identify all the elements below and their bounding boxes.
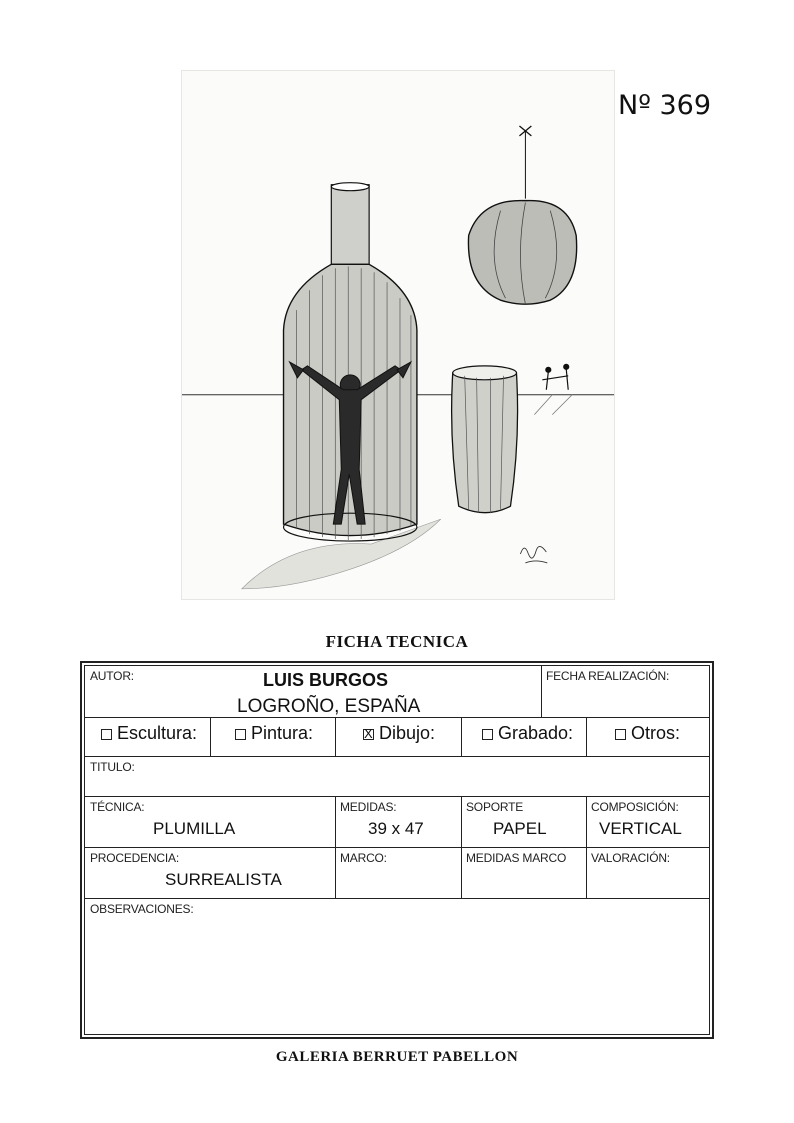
type-escultura[interactable]: Escultura: bbox=[101, 723, 197, 744]
autor-label: AUTOR: bbox=[90, 669, 134, 683]
procedencia-cell bbox=[85, 848, 335, 898]
fruit-drawing bbox=[468, 126, 576, 304]
composicion-label: COMPOSICIÓN: bbox=[591, 800, 679, 814]
tecnica-value: PLUMILLA bbox=[153, 819, 236, 838]
dibujo-checkbox-checked[interactable] bbox=[363, 729, 374, 740]
type-grabado[interactable]: Grabado: bbox=[482, 723, 573, 744]
fecha-cell bbox=[541, 666, 711, 717]
pintura-checkbox[interactable] bbox=[235, 729, 246, 740]
medidas-label: MEDIDAS: bbox=[340, 800, 397, 814]
small-figures-drawing bbox=[534, 364, 572, 414]
autor-name: LUIS BURGOS bbox=[263, 670, 389, 690]
medidas-marco-label: MEDIDAS MARCO bbox=[466, 851, 567, 865]
type-otros[interactable]: Otros: bbox=[615, 723, 680, 744]
marco-cell bbox=[335, 848, 461, 898]
observaciones-cell bbox=[85, 899, 711, 1036]
observaciones-label: OBSERVACIONES: bbox=[90, 902, 194, 916]
soporte-label: SOPORTE bbox=[466, 800, 524, 814]
valoracion-label: VALORACIÓN: bbox=[591, 851, 670, 865]
catalog-number: Nº 369 bbox=[618, 90, 712, 121]
fecha-label: FECHA REALIZACIÓN: bbox=[546, 669, 670, 683]
grabado-checkbox[interactable] bbox=[482, 729, 493, 740]
soporte-cell bbox=[461, 797, 586, 847]
glass-drawing bbox=[452, 366, 518, 513]
sheet-title: FICHA TECNICA bbox=[325, 632, 469, 651]
tecnica-label: TÉCNICA: bbox=[90, 800, 145, 814]
tecnica-cell bbox=[85, 797, 335, 847]
type-dibujo[interactable]: X Dibujo: bbox=[363, 723, 435, 744]
titulo-cell bbox=[85, 757, 711, 796]
technical-sheet bbox=[80, 661, 714, 1039]
composicion-value: VERTICAL bbox=[599, 819, 682, 838]
composicion-cell bbox=[586, 797, 711, 847]
artwork-image bbox=[181, 70, 615, 600]
medidas-value: 39 x 47 bbox=[368, 819, 424, 838]
ink-drawing-illustration bbox=[182, 71, 614, 599]
bottle-drawing bbox=[284, 183, 417, 541]
procedencia-label: PROCEDENCIA: bbox=[90, 851, 179, 865]
autor-cell bbox=[85, 666, 541, 717]
gallery-footer: GALERIA BERRUET PABELLON bbox=[275, 1049, 519, 1065]
soporte-value: PAPEL bbox=[493, 819, 547, 838]
titulo-label: TITULO: bbox=[90, 760, 135, 774]
marco-label: MARCO: bbox=[340, 851, 387, 865]
medidas-marco-cell bbox=[461, 848, 586, 898]
type-pintura[interactable]: Pintura: bbox=[235, 723, 313, 744]
artist-signature bbox=[520, 546, 547, 562]
procedencia-value: SURREALISTA bbox=[165, 870, 282, 889]
otros-checkbox[interactable] bbox=[615, 729, 626, 740]
type-row bbox=[85, 718, 711, 756]
escultura-checkbox[interactable] bbox=[101, 729, 112, 740]
valoracion-cell bbox=[586, 848, 711, 898]
medidas-cell bbox=[335, 797, 461, 847]
autor-origin: LOGROÑO, ESPAÑA bbox=[237, 696, 421, 717]
